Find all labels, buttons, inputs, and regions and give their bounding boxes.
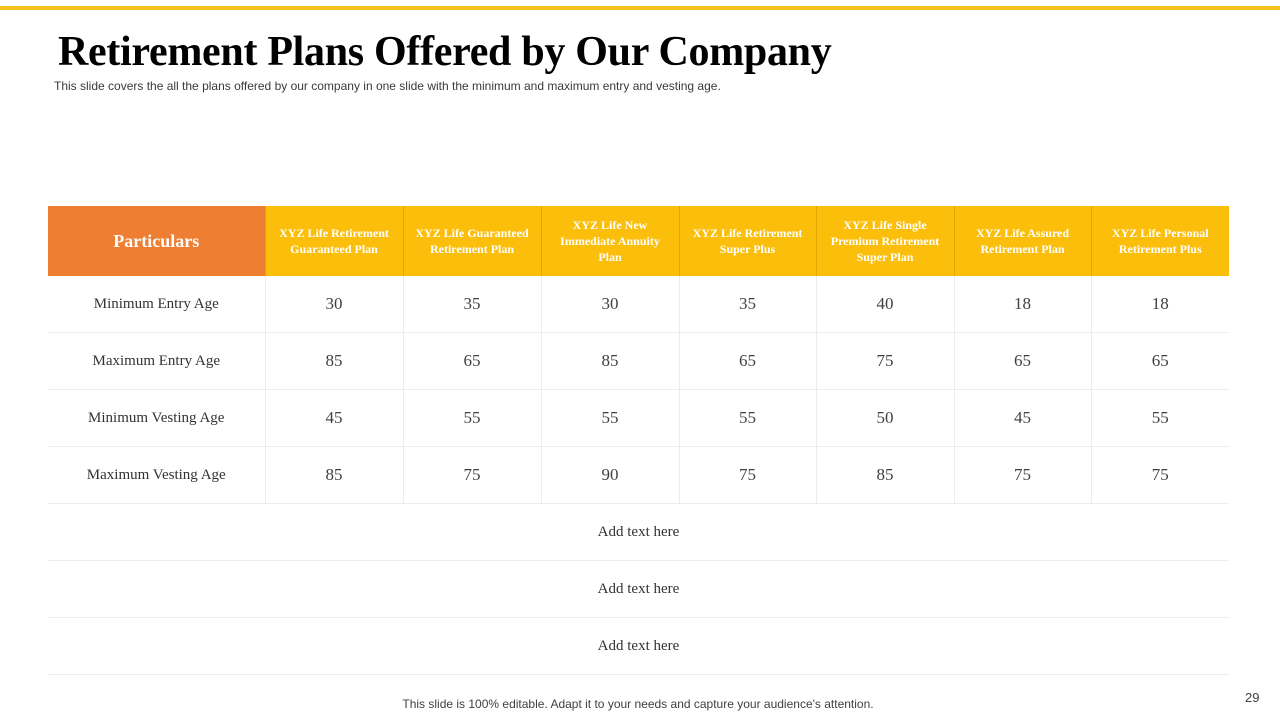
table-cell: 85 xyxy=(541,333,679,390)
page-number: 29 xyxy=(1245,690,1260,705)
table-row xyxy=(48,276,1229,333)
table-header-row xyxy=(48,206,1229,276)
header-plan: XYZ Life Guaranteed Retirement Plan xyxy=(403,206,541,276)
table-row xyxy=(48,390,1229,447)
header-plan: XYZ Life Retirement Super Plus xyxy=(679,206,816,276)
header-plan: XYZ Life Personal Retirement Plus xyxy=(1091,206,1229,276)
accent-bar xyxy=(0,6,1280,10)
footer-note: This slide is 100% editable. Adapt it to your needs and capture your audience's attention. xyxy=(402,697,874,711)
header-plan: XYZ Life Single Premium Retirement Super Plan xyxy=(816,206,954,276)
table-cell: 75 xyxy=(403,447,541,504)
table-cell: 35 xyxy=(679,276,816,333)
row-label: Maximum Vesting Age xyxy=(48,447,265,504)
note-row xyxy=(48,504,1229,561)
table-cell: 55 xyxy=(1091,390,1229,447)
table-cell: 65 xyxy=(403,333,541,390)
table-cell: 75 xyxy=(679,447,816,504)
table-cell: 55 xyxy=(541,390,679,447)
table-cell: 85 xyxy=(265,333,403,390)
note-text: Add text here xyxy=(48,561,1229,618)
table-cell: 35 xyxy=(403,276,541,333)
table-row xyxy=(48,447,1229,504)
slide-subtitle: This slide covers the all the plans offered by our company in one slide with the minimum and maximum entry and vesting age. xyxy=(54,79,721,93)
retirement-plans-table xyxy=(48,206,1229,675)
table-cell: 30 xyxy=(541,276,679,333)
table-cell: 65 xyxy=(1091,333,1229,390)
table-cell: 45 xyxy=(954,390,1091,447)
table-cell: 75 xyxy=(1091,447,1229,504)
table-cell: 90 xyxy=(541,447,679,504)
header-plan: XYZ Life Assured Retirement Plan xyxy=(954,206,1091,276)
table-cell: 75 xyxy=(816,333,954,390)
table-cell: 18 xyxy=(954,276,1091,333)
row-label: Minimum Entry Age xyxy=(48,276,265,333)
header-plan: XYZ Life New Immediate Annuity Plan xyxy=(541,206,679,276)
table-cell: 85 xyxy=(265,447,403,504)
note-text: Add text here xyxy=(48,504,1229,561)
header-plan: XYZ Life Retirement Guaranteed Plan xyxy=(265,206,403,276)
table-cell: 40 xyxy=(816,276,954,333)
table-cell: 30 xyxy=(265,276,403,333)
note-row xyxy=(48,561,1229,618)
slide-title: Retirement Plans Offered by Our Company xyxy=(58,29,832,75)
table-cell: 45 xyxy=(265,390,403,447)
table-cell: 85 xyxy=(816,447,954,504)
note-row xyxy=(48,618,1229,675)
table-cell: 55 xyxy=(679,390,816,447)
note-text: Add text here xyxy=(48,618,1229,675)
table-cell: 18 xyxy=(1091,276,1229,333)
table-cell: 75 xyxy=(954,447,1091,504)
header-particulars: Particulars xyxy=(48,206,265,276)
table-cell: 50 xyxy=(816,390,954,447)
row-label: Maximum Entry Age xyxy=(48,333,265,390)
table-cell: 65 xyxy=(954,333,1091,390)
table-cell: 55 xyxy=(403,390,541,447)
row-label: Minimum Vesting Age xyxy=(48,390,265,447)
table-row xyxy=(48,333,1229,390)
table-cell: 65 xyxy=(679,333,816,390)
